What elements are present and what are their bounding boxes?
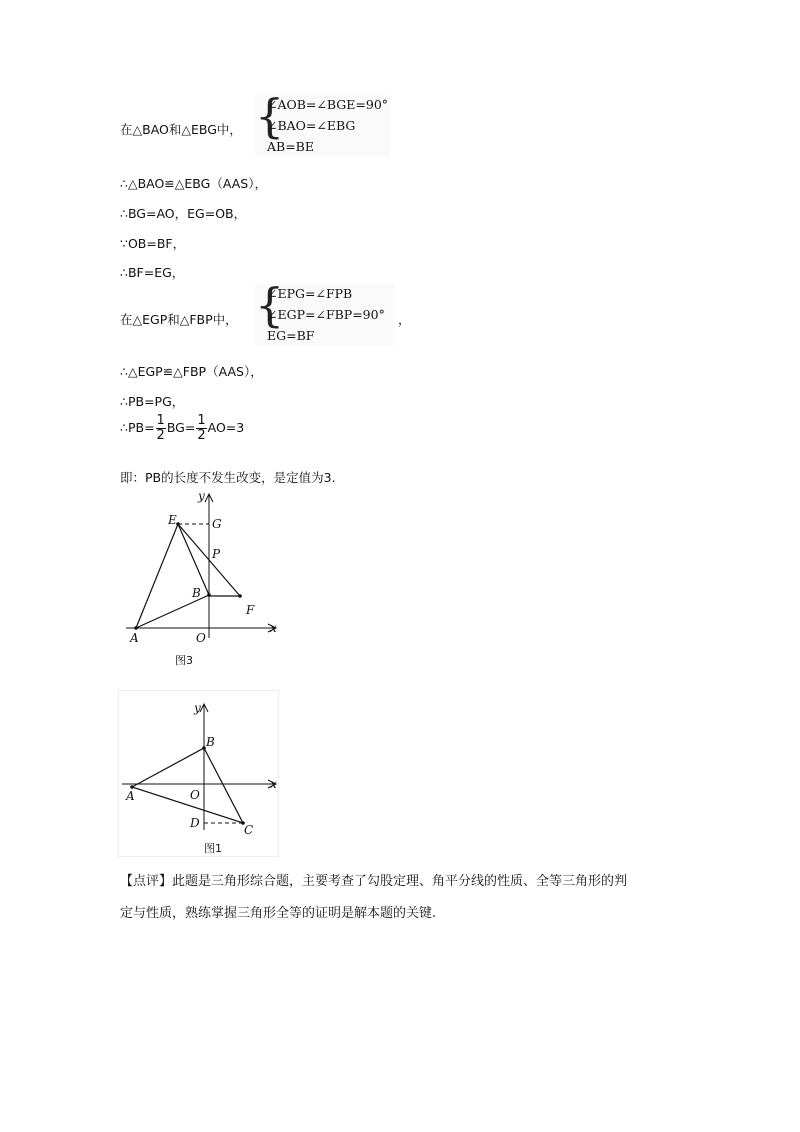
text-line-9-part-c: AO=3 — [207, 420, 245, 435]
comment-line-1: 【点评】此题是三角形综合题，主要考查了勾股定理、角平分线的性质、全等三角形的判 — [120, 874, 628, 889]
text-line-6-prefix: 在△EGP和△FBP中， — [120, 312, 238, 327]
text-line-8: ∴PB=PG， — [120, 394, 185, 409]
label-p: P — [212, 547, 221, 561]
text-line-5: ∴BF=EG， — [120, 265, 185, 280]
figure-3 — [118, 488, 288, 670]
label-f: F — [246, 603, 255, 617]
fraction-denominator: 2 — [197, 428, 206, 443]
text-line-2: ∴△BAO≌△EBG（AAS）， — [120, 176, 267, 191]
system1-row-2: ∠BAO=∠EBG — [267, 118, 356, 133]
point-f — [238, 594, 242, 598]
label-y: y — [194, 701, 201, 715]
text-line-1-prefix: 在△BAO和△EBG中， — [120, 122, 242, 137]
label-o: O — [196, 631, 206, 645]
point-a — [134, 626, 138, 630]
label-x: x — [270, 621, 277, 635]
system2-row-1: ∠EPG=∠FPB — [267, 286, 353, 301]
brace-icon: { — [255, 89, 285, 143]
text-line-9 — [120, 414, 244, 443]
label-x: x — [270, 777, 277, 791]
equation-system-1 — [255, 89, 390, 157]
label-b: B — [192, 586, 201, 600]
fraction-numerator: 1 — [197, 413, 206, 428]
system1-row-1: ∠AOB=∠BGE=90° — [267, 97, 389, 112]
text-line-10: 即：PB的长度不发生改变，是定值为3. — [120, 470, 336, 485]
system1-row-3: AB=BE — [267, 139, 314, 154]
system2-suffix: ， — [398, 312, 411, 327]
figure-1-caption: 图1 — [204, 842, 222, 855]
text-line-7: ∴△EGP≌△FBP（AAS）， — [120, 364, 263, 379]
brace-icon: { — [255, 278, 285, 332]
text-line-4: ∵OB=BF， — [120, 236, 186, 251]
label-b: B — [206, 735, 215, 749]
label-y: y — [198, 489, 205, 503]
comment-line-2: 定与性质，熟练掌握三角形全等的证明是解本题的关键. — [120, 906, 437, 921]
triangle-abc — [132, 748, 243, 823]
label-e: E — [168, 513, 177, 527]
text-line-1 — [120, 120, 242, 138]
fraction-half-2 — [196, 414, 206, 443]
label-o: O — [190, 788, 200, 802]
figure-3-caption: 图3 — [175, 654, 193, 667]
text-line-9-part-a: ∴PB= — [120, 420, 155, 435]
fraction-denominator: 2 — [156, 428, 165, 443]
figure-1 — [118, 690, 288, 858]
fraction-half-1 — [156, 414, 166, 443]
point-b — [207, 593, 211, 597]
label-a: A — [126, 789, 135, 803]
system2-row-3: EG=BF — [267, 328, 315, 343]
label-c: C — [244, 823, 254, 837]
system2-row-2: ∠EGP=∠FBP=90° — [267, 307, 385, 322]
triangle-abe — [136, 524, 209, 628]
label-d: D — [190, 816, 200, 830]
text-line-3: ∴BG=AO，EG=OB， — [120, 206, 247, 221]
equation-system-2 — [255, 278, 395, 346]
figure-1-frame — [119, 691, 279, 857]
label-g: G — [212, 517, 222, 531]
text-line-6 — [120, 310, 238, 328]
label-a: A — [130, 631, 139, 645]
fraction-numerator: 1 — [156, 413, 165, 428]
text-line-9-part-b: BG= — [166, 420, 196, 435]
